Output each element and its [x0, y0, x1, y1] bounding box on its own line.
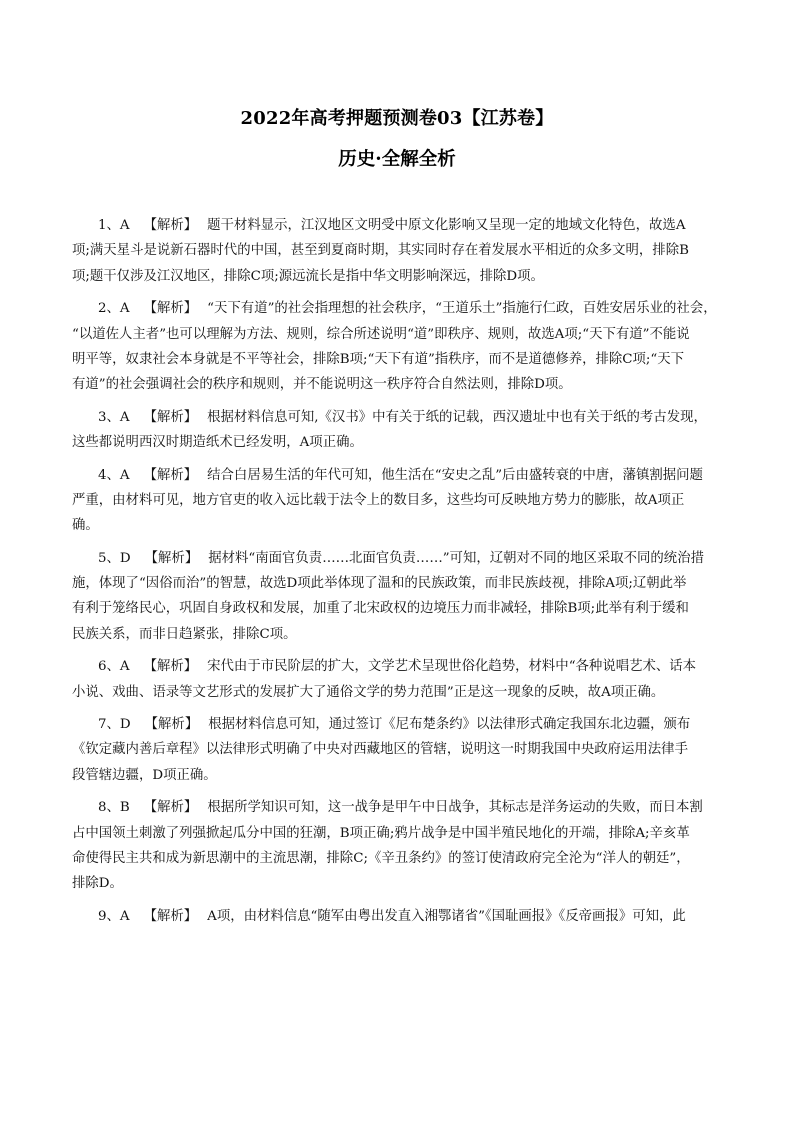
answer-line — [72, 546, 722, 571]
answer-line — [72, 904, 722, 929]
answer-text: 根据材料信息可知,《汉书》中有关于纸的记载，西汉遗址中也有关于纸的考古发现， — [207, 409, 707, 425]
answer-item — [72, 654, 722, 705]
answer-text: 占中国领土刺激了列强掀起瓜分中国的狂潮，B项正确;鸦片战争是中国半殖民地化的开端，排除A;辛亥革 — [72, 825, 690, 841]
answer-item — [72, 296, 722, 398]
answer-number: 5、D — [98, 550, 131, 566]
answer-line — [72, 296, 722, 321]
answer-line — [72, 347, 722, 372]
analysis-tag: 【解析】 — [143, 467, 198, 483]
analysis-tag: 【解析】 — [143, 301, 198, 317]
answer-line — [72, 821, 722, 846]
answer-text: “天下有道”的社会指理想的社会秩序，“王道乐土”指施行仁政，百姓安居乐业的社会， — [207, 301, 717, 317]
answer-text: 项;题干仅涉及江汉地区，排除C项;源远流长是指中华文明影响深远，排除D项。 — [72, 268, 544, 284]
answer-text: 宋代由于市民阶层的扩大，文学艺术呈现世俗化趋势，材料中“各种说唱艺术、话本 — [207, 659, 697, 675]
analysis-tag: 【解析】 — [143, 409, 198, 425]
answer-line — [72, 795, 722, 820]
analysis-tag: 【解析】 — [144, 717, 199, 733]
answer-line — [72, 430, 722, 455]
answer-text: 严重，由材料可见，地方官吏的收入远比载于法令上的数目多，这些均可反映地方势力的膨胀，故A项正 — [72, 492, 685, 508]
answer-list — [72, 213, 722, 936]
answer-item — [72, 546, 722, 648]
analysis-tag: 【解析】 — [144, 550, 199, 566]
answer-number: 1、A — [98, 218, 130, 233]
answer-text: 段管辖边疆，D项正确。 — [72, 767, 217, 783]
answer-text: 项;满天星斗是说新石器时代的中国，甚至到夏商时期，其实同时存在着发展水平相近的众多文明，排除B — [72, 243, 689, 259]
answer-text: 《钦定藏内善后章程》以法律形式明确了中央对西藏地区的管辖，说明这一时期我国中央政府运用法律手 — [72, 742, 688, 758]
answer-line — [72, 405, 722, 430]
answer-number: 2、A — [98, 301, 130, 317]
answer-text: 命使得民主共和成为新思潮中的主流思潮，排除C;《辛丑条约》的签订使清政府完全沦为“洋人的朝廷”， — [72, 850, 690, 866]
answer-number: 3、A — [98, 409, 130, 425]
answer-line — [72, 763, 722, 788]
answer-item — [72, 904, 722, 929]
answer-number: 8、B — [98, 800, 130, 816]
answer-number: 9、A — [98, 908, 130, 924]
analysis-tag: 【解析】 — [143, 659, 198, 675]
answer-number: 4、A — [98, 467, 130, 483]
answer-line — [72, 571, 722, 596]
answer-item — [72, 712, 722, 788]
answer-line — [72, 654, 722, 679]
answer-text: 根据材料信息可知，通过签订《尼布楚条约》以法律形式确定我国东北边疆，颁布 — [208, 717, 691, 733]
answer-line — [72, 488, 722, 513]
answer-text: 结合白居易生活的年代可知，他生活在“安史之乱”后由盛转衰的中唐，藩镇割据问题 — [207, 467, 703, 483]
answer-text: “以道佐人主者”也可以理解为方法、规则，综合所述说明“道”即秩序、规则，故选A项;“天下有道”不能说 — [72, 326, 690, 342]
page-subtitle: 历史·全解全析 — [338, 149, 456, 170]
answer-line — [72, 871, 722, 896]
answer-number: 6、A — [98, 659, 130, 675]
answer-text: 据材料“南面官负责……北面官负责……”可知，辽朝对不同的地区采取不同的统治措 — [208, 550, 704, 566]
answer-line — [72, 513, 722, 538]
answer-line — [72, 622, 722, 647]
answer-line — [72, 712, 722, 737]
answer-line — [72, 372, 722, 397]
answer-line — [72, 213, 722, 238]
answer-line — [72, 264, 722, 289]
answer-number: 7、D — [98, 717, 131, 733]
analysis-tag: 【解析】 — [143, 800, 198, 816]
answer-text: 这些都说明西汉时期造纸术已经发明，A项正确。 — [72, 435, 363, 451]
answer-item — [72, 795, 722, 897]
answer-text: 民族关系，而非日趋紧张，排除C项。 — [72, 626, 297, 642]
answer-item — [72, 213, 722, 289]
answer-text: 排除D。 — [72, 876, 123, 892]
analysis-tag: 【解析】 — [143, 218, 198, 233]
answer-line — [72, 846, 722, 871]
answer-line — [72, 680, 722, 705]
answer-item — [72, 463, 722, 539]
answer-line — [72, 596, 722, 621]
answer-text: 题干材料显示，江汉地区文明受中原文化影响又呈现一定的地域文化特色，故选A — [207, 218, 686, 233]
answer-text: 确。 — [72, 518, 99, 534]
answer-text: 明平等，奴隶社会本身就是不平等社会，排除B项;“天下有道”指秩序，而不是道德修养，排除C项;“天下 — [72, 351, 685, 367]
answer-text: 根据所学知识可知，这一战争是甲午中日战争，其标志是洋务运动的失败，而日本割 — [207, 800, 703, 816]
answer-text: 有利于笼络民心，巩固自身政权和发展，加重了北宋政权的边境压力而非减轻，排除B项;此举有利于缓和 — [72, 601, 689, 617]
answer-text: A项，由材料信息“随军由粤出发直入湘鄂诸省”《国耻画报》《反帝画报》可知，此 — [207, 908, 686, 924]
analysis-tag: 【解析】 — [143, 908, 198, 924]
answer-text: 小说、戏曲、语录等文艺形式的发展扩大了通俗文学的势力范围”正是这一现象的反映，故A项正确。 — [72, 684, 665, 700]
answer-line — [72, 238, 722, 263]
answer-line — [72, 322, 722, 347]
answer-line — [72, 463, 722, 488]
answer-item — [72, 405, 722, 456]
answer-text: 有道”的社会强调社会的秩序和规则，并不能说明这一秩序符合自然法则，排除D项。 — [72, 377, 572, 393]
page-title: 2022年高考押题预测卷03【江苏卷】 — [240, 108, 554, 129]
answer-text: 施，体现了“因俗而治”的智慧，故选D项此举体现了温和的民族政策，而非民族歧视，排除A项;辽朝此举 — [72, 576, 687, 592]
answer-line — [72, 737, 722, 762]
